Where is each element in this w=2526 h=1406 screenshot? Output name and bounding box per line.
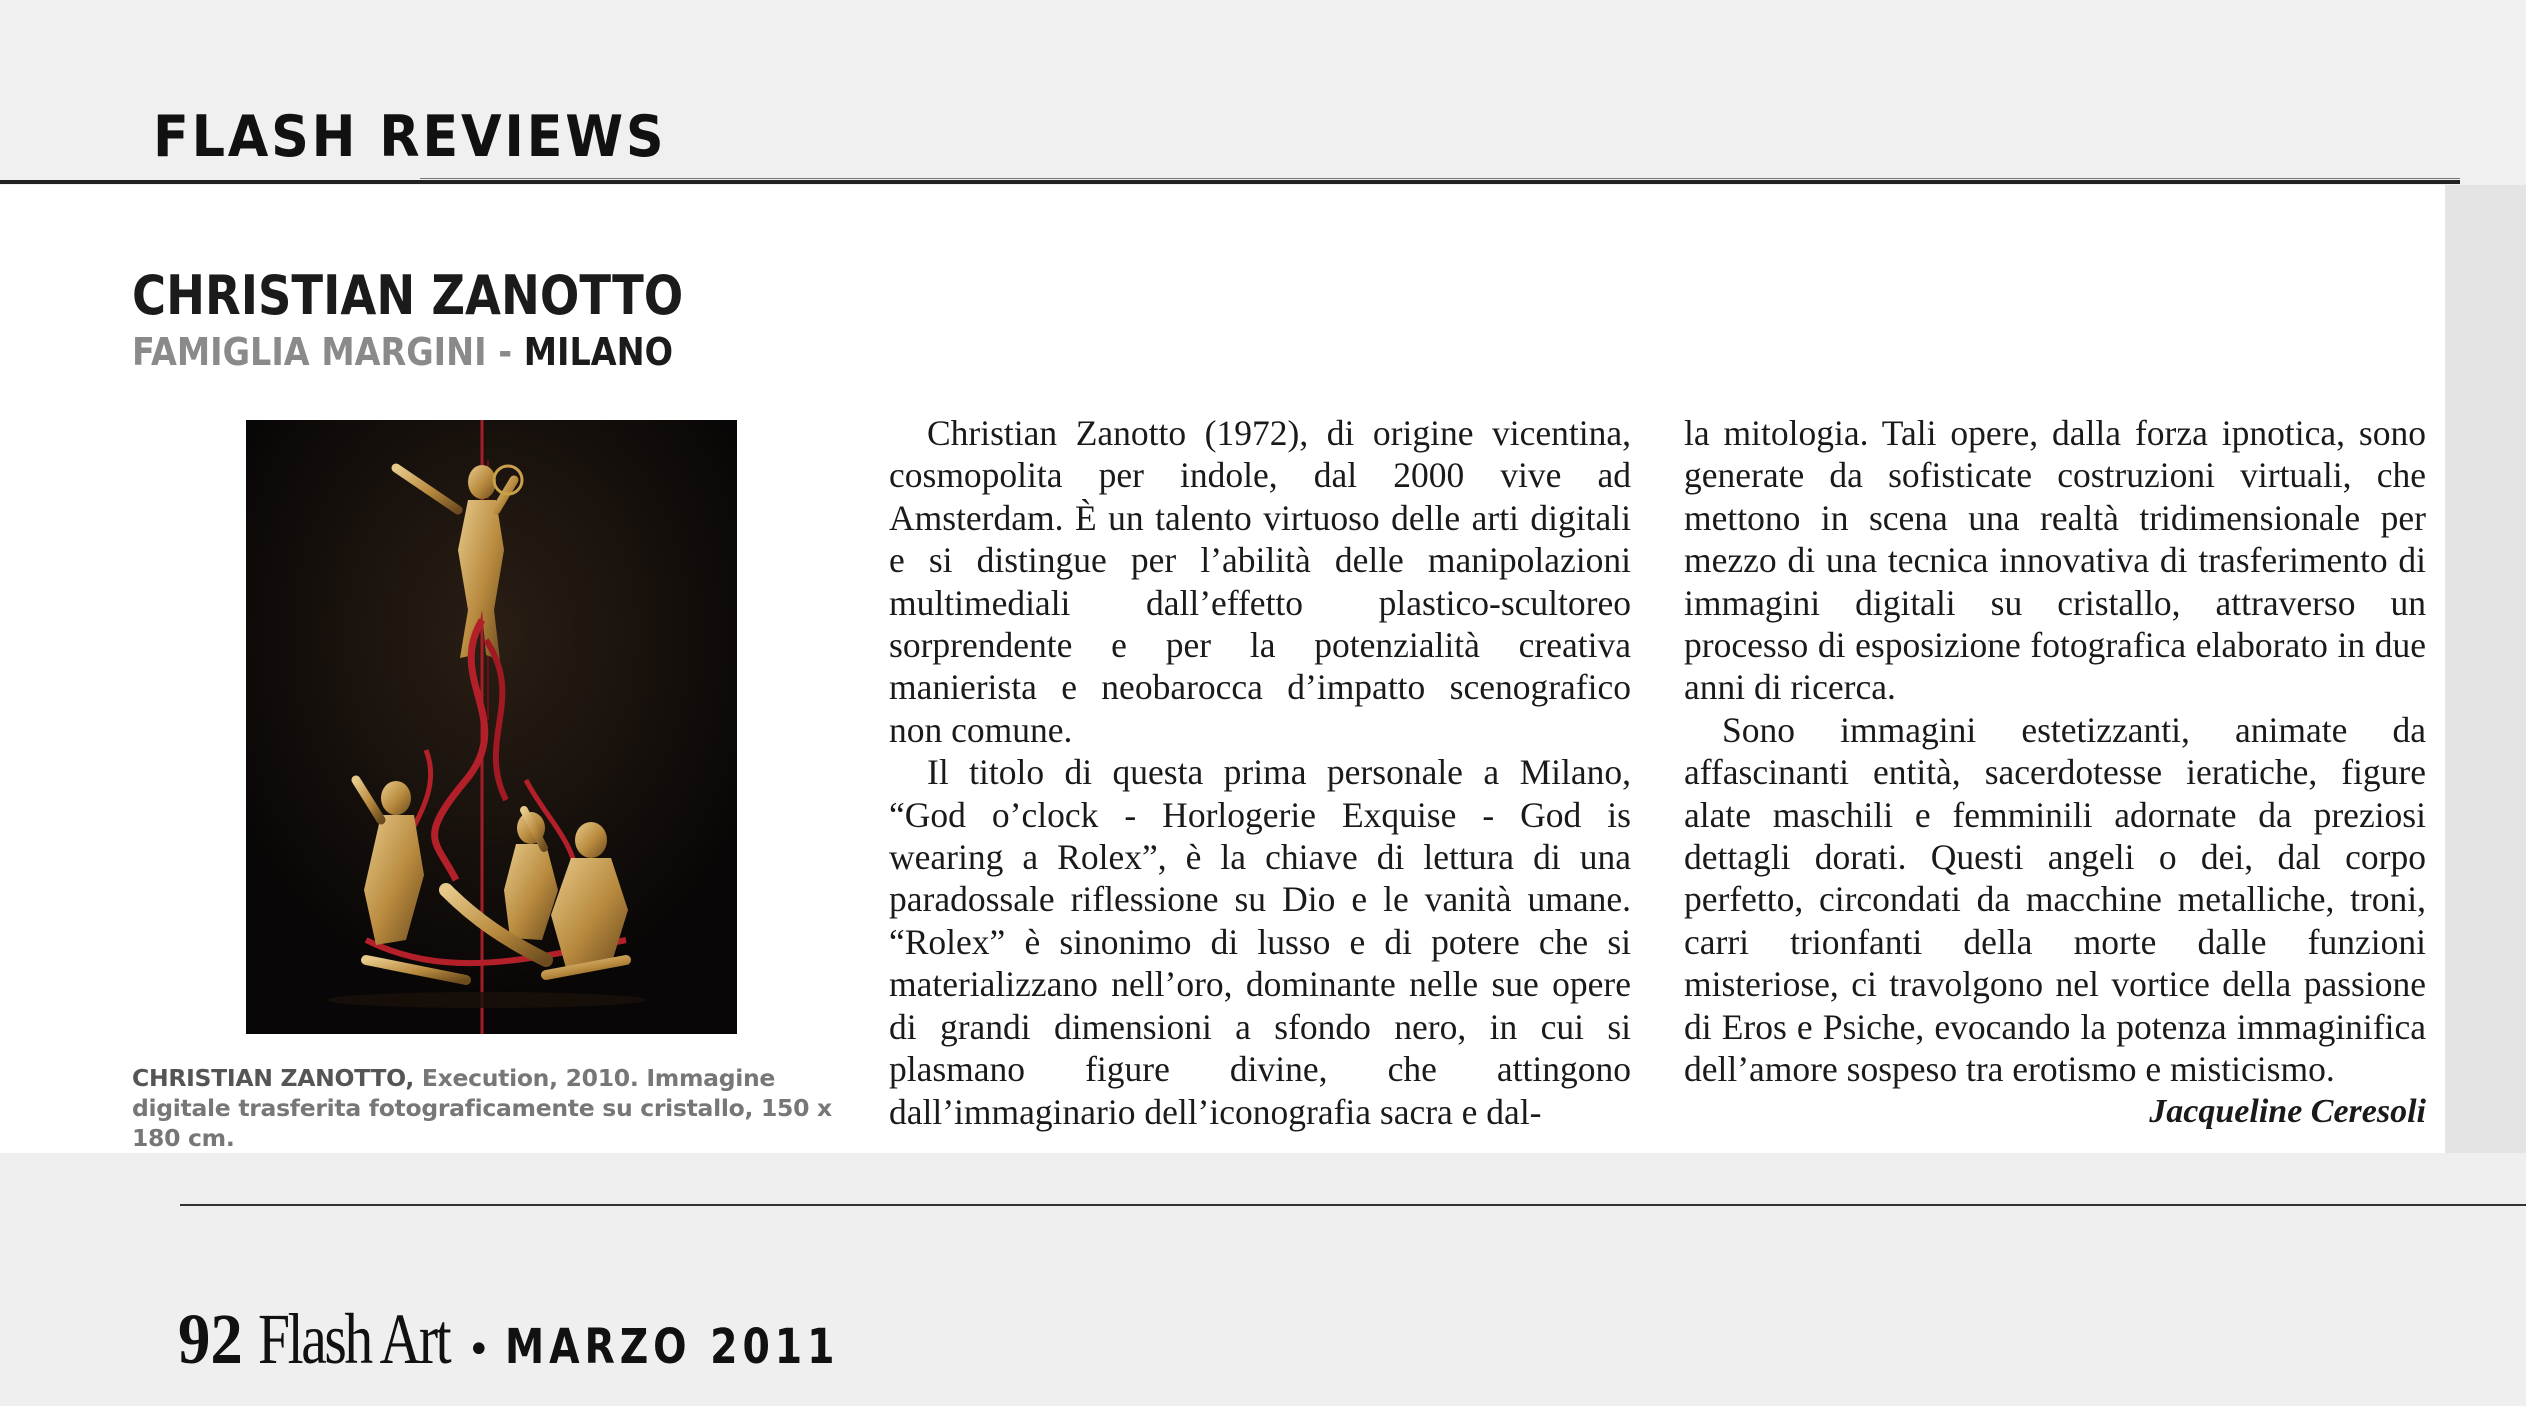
artwork-image — [246, 420, 737, 1034]
paragraph: Christian Zanotto (1972), di origine vicentina, cosmopolita per indole, dal 2000 vive ad Amsterdam. È un talento virtuoso delle arti digitali e si distingue per l’abilità delle manipolazioni multimediali dall’effetto plastico-scultoreo sorprendente e per la potenzialità creativa manierista e neobarocca d’impatto scenografico non comune. — [889, 413, 1631, 750]
paragraph: Sono immagini estetizzanti, animate da affascinanti entità, sacerdotesse ieratiche, figure alate maschili e femminili adornate da preziosi dettagli dorati. Questi angeli o dei, dal corpo perfetto, circondati da macchine metalliche, troni, carri trionfanti della morte dalle funzioni misteriose, ci travolgono nel vortice della passione di Eros e Psiche, evocando la potenza immaginifica dell’amore sospeso tra erotismo e misticismo. — [1684, 709, 2426, 1090]
venue-gallery: FAMIGLIA MARGINI — [132, 330, 487, 374]
section-label: FLASH REVIEWS — [153, 104, 667, 170]
venue-heading — [132, 330, 673, 374]
paragraph: la mitologia. Tali opere, dalla forza ipnotica, sono generate da sofisticate costruzioni virtuali, che mettono in scena una realtà tridimensionale per mezzo di una tecnica innovativa di trasferimento di immagini digitali su cristallo, attraverso un processo di esposizione fotografica elaborato in due anni di ricerca. — [1684, 413, 2426, 708]
author-signature: Jacqueline Ceresoli — [2149, 1092, 2426, 1130]
magazine-name: Flash Art — [258, 1299, 450, 1379]
venue-city: MILANO — [523, 330, 674, 374]
header-rule — [0, 180, 2460, 184]
caption-artist: CHRISTIAN ZANOTTO, — [132, 1064, 414, 1092]
artwork-illustration — [246, 420, 737, 1034]
bullet-separator: • — [467, 1327, 491, 1373]
venue-separator: - — [486, 330, 524, 374]
page-footer — [178, 1298, 912, 1381]
artist-heading: CHRISTIAN ZANOTTO — [132, 264, 684, 327]
footer-rule — [180, 1204, 2526, 1206]
article-column-1 — [889, 412, 1631, 1133]
header-rule-thin — [420, 178, 2460, 179]
image-caption — [132, 1063, 852, 1153]
article-column-2 — [1684, 412, 2426, 1133]
page-edge — [2445, 185, 2526, 1153]
issue-date: MARZO 2011 — [504, 1319, 840, 1375]
page-number: 92 — [178, 1299, 243, 1379]
paragraph: Il titolo di questa prima personale a Milano, “God o’clock - Horlogerie Exquise - God is wearing a Rolex”, è la chiave di lettura di una paradossale riflessione su Dio e le vanità umane. “Rolex” è sinonimo di lusso e di potere che si materializzano nell’oro, dominante nelle sue opere di grandi dimensioni a sfondo nero, in cui si plasmano figure divine, che attingono dall’immaginario dell’iconografia sacra e dal- — [889, 752, 1631, 1132]
caption-text: Execution, 2010. Immagine digitale trasferita fotograficamente su cristallo, 150 x 180 cm. — [132, 1064, 832, 1152]
